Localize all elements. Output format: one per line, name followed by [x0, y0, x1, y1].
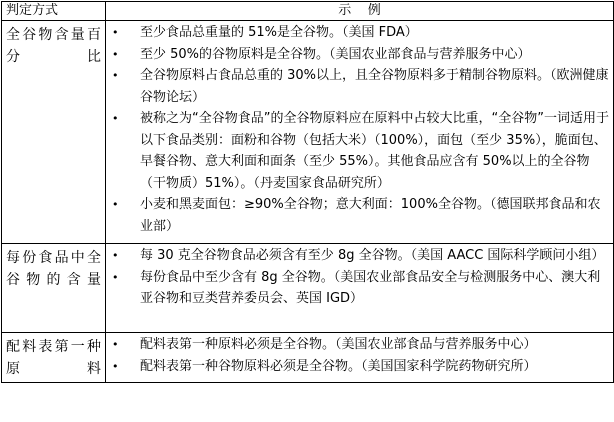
bullet-icon: • [112, 249, 119, 262]
bullet-icon: • [112, 47, 119, 61]
list-item [106, 65, 609, 108]
item-text: 每 30 克全谷物食品必须含有至少 8g 全谷物。（美国 AACC 国际科学顾问小组） [140, 248, 605, 263]
bullet-icon: • [112, 338, 119, 351]
list-item [106, 267, 609, 310]
item-text: 被称之为“全谷物食品”的全谷物原料应在原料中占较大比重，“全谷物”一词适用于以下食品类别：面粉和谷物（包括大米）（100%），面包（至少 35%），脆面包、早餐谷物、意大利面和面条（至少 55%）。其他食品应含有 50%以上的全谷物（干物质）51%）。（丹麦国家食品研究所） [140, 111, 609, 191]
bullet-icon: • [112, 359, 119, 373]
list-item [106, 44, 609, 66]
bullet-icon: • [112, 198, 119, 211]
item-text: 小麦和黑麦面包：≥90%全谷物；意大利面：100%全谷物。（德国联邦食品和农业部） [140, 197, 601, 234]
list-item [106, 334, 609, 356]
item-text: 全谷物原料占食品总重的 30%以上，且全谷物原料多于精制谷物原料。（欧洲健康谷物论坛） [140, 68, 609, 105]
list-item [106, 356, 609, 378]
list-item [106, 108, 609, 194]
bullet-icon: • [112, 270, 119, 284]
whole-grain-criteria-table [1, 1, 614, 383]
item-text: 每份食品中至少含有 8g 全谷物。（美国农业部食品安全与检测服务中心、澳大利亚谷物和豆类营养委员会、英国 IGD） [140, 269, 601, 306]
examples-cell [106, 21, 614, 244]
row-first-ingredient [2, 333, 614, 383]
item-text: 至少 50%的谷物原料是全谷物。（美国农业部食品与营养服务中心） [140, 46, 531, 62]
bullet-icon: • [112, 112, 119, 125]
bullet-icon: • [112, 26, 119, 39]
examples-cell [106, 244, 614, 333]
method-label: 每份食品中全谷物的含量 [6, 250, 101, 288]
method-cell [2, 333, 106, 383]
examples-cell [106, 333, 614, 383]
item-text: 配料表第一种谷物原料必须是全谷物。（美国国家科学院药物研究所） [140, 358, 537, 374]
method-cell [2, 21, 106, 244]
list-item [106, 245, 609, 267]
method-cell [2, 244, 106, 333]
header-row [2, 2, 614, 21]
item-text: 至少食品总重量的 51%是全谷物。（美国 FDA） [140, 25, 418, 40]
header-method: 判定方式 [2, 2, 106, 21]
method-label: 配料表第一种原料 [6, 339, 101, 377]
method-label: 全谷物含量百分比 [6, 27, 101, 65]
row-percentage [2, 21, 614, 244]
list-item [106, 22, 609, 44]
header-example-text: 示 例 [338, 3, 381, 18]
item-text: 配料表第一种原料必须是全谷物。（美国农业部食品与营养服务中心） [140, 337, 537, 352]
bullet-icon: • [112, 69, 119, 82]
header-example [106, 2, 614, 21]
row-per-serving [2, 244, 614, 333]
list-item [106, 194, 609, 237]
